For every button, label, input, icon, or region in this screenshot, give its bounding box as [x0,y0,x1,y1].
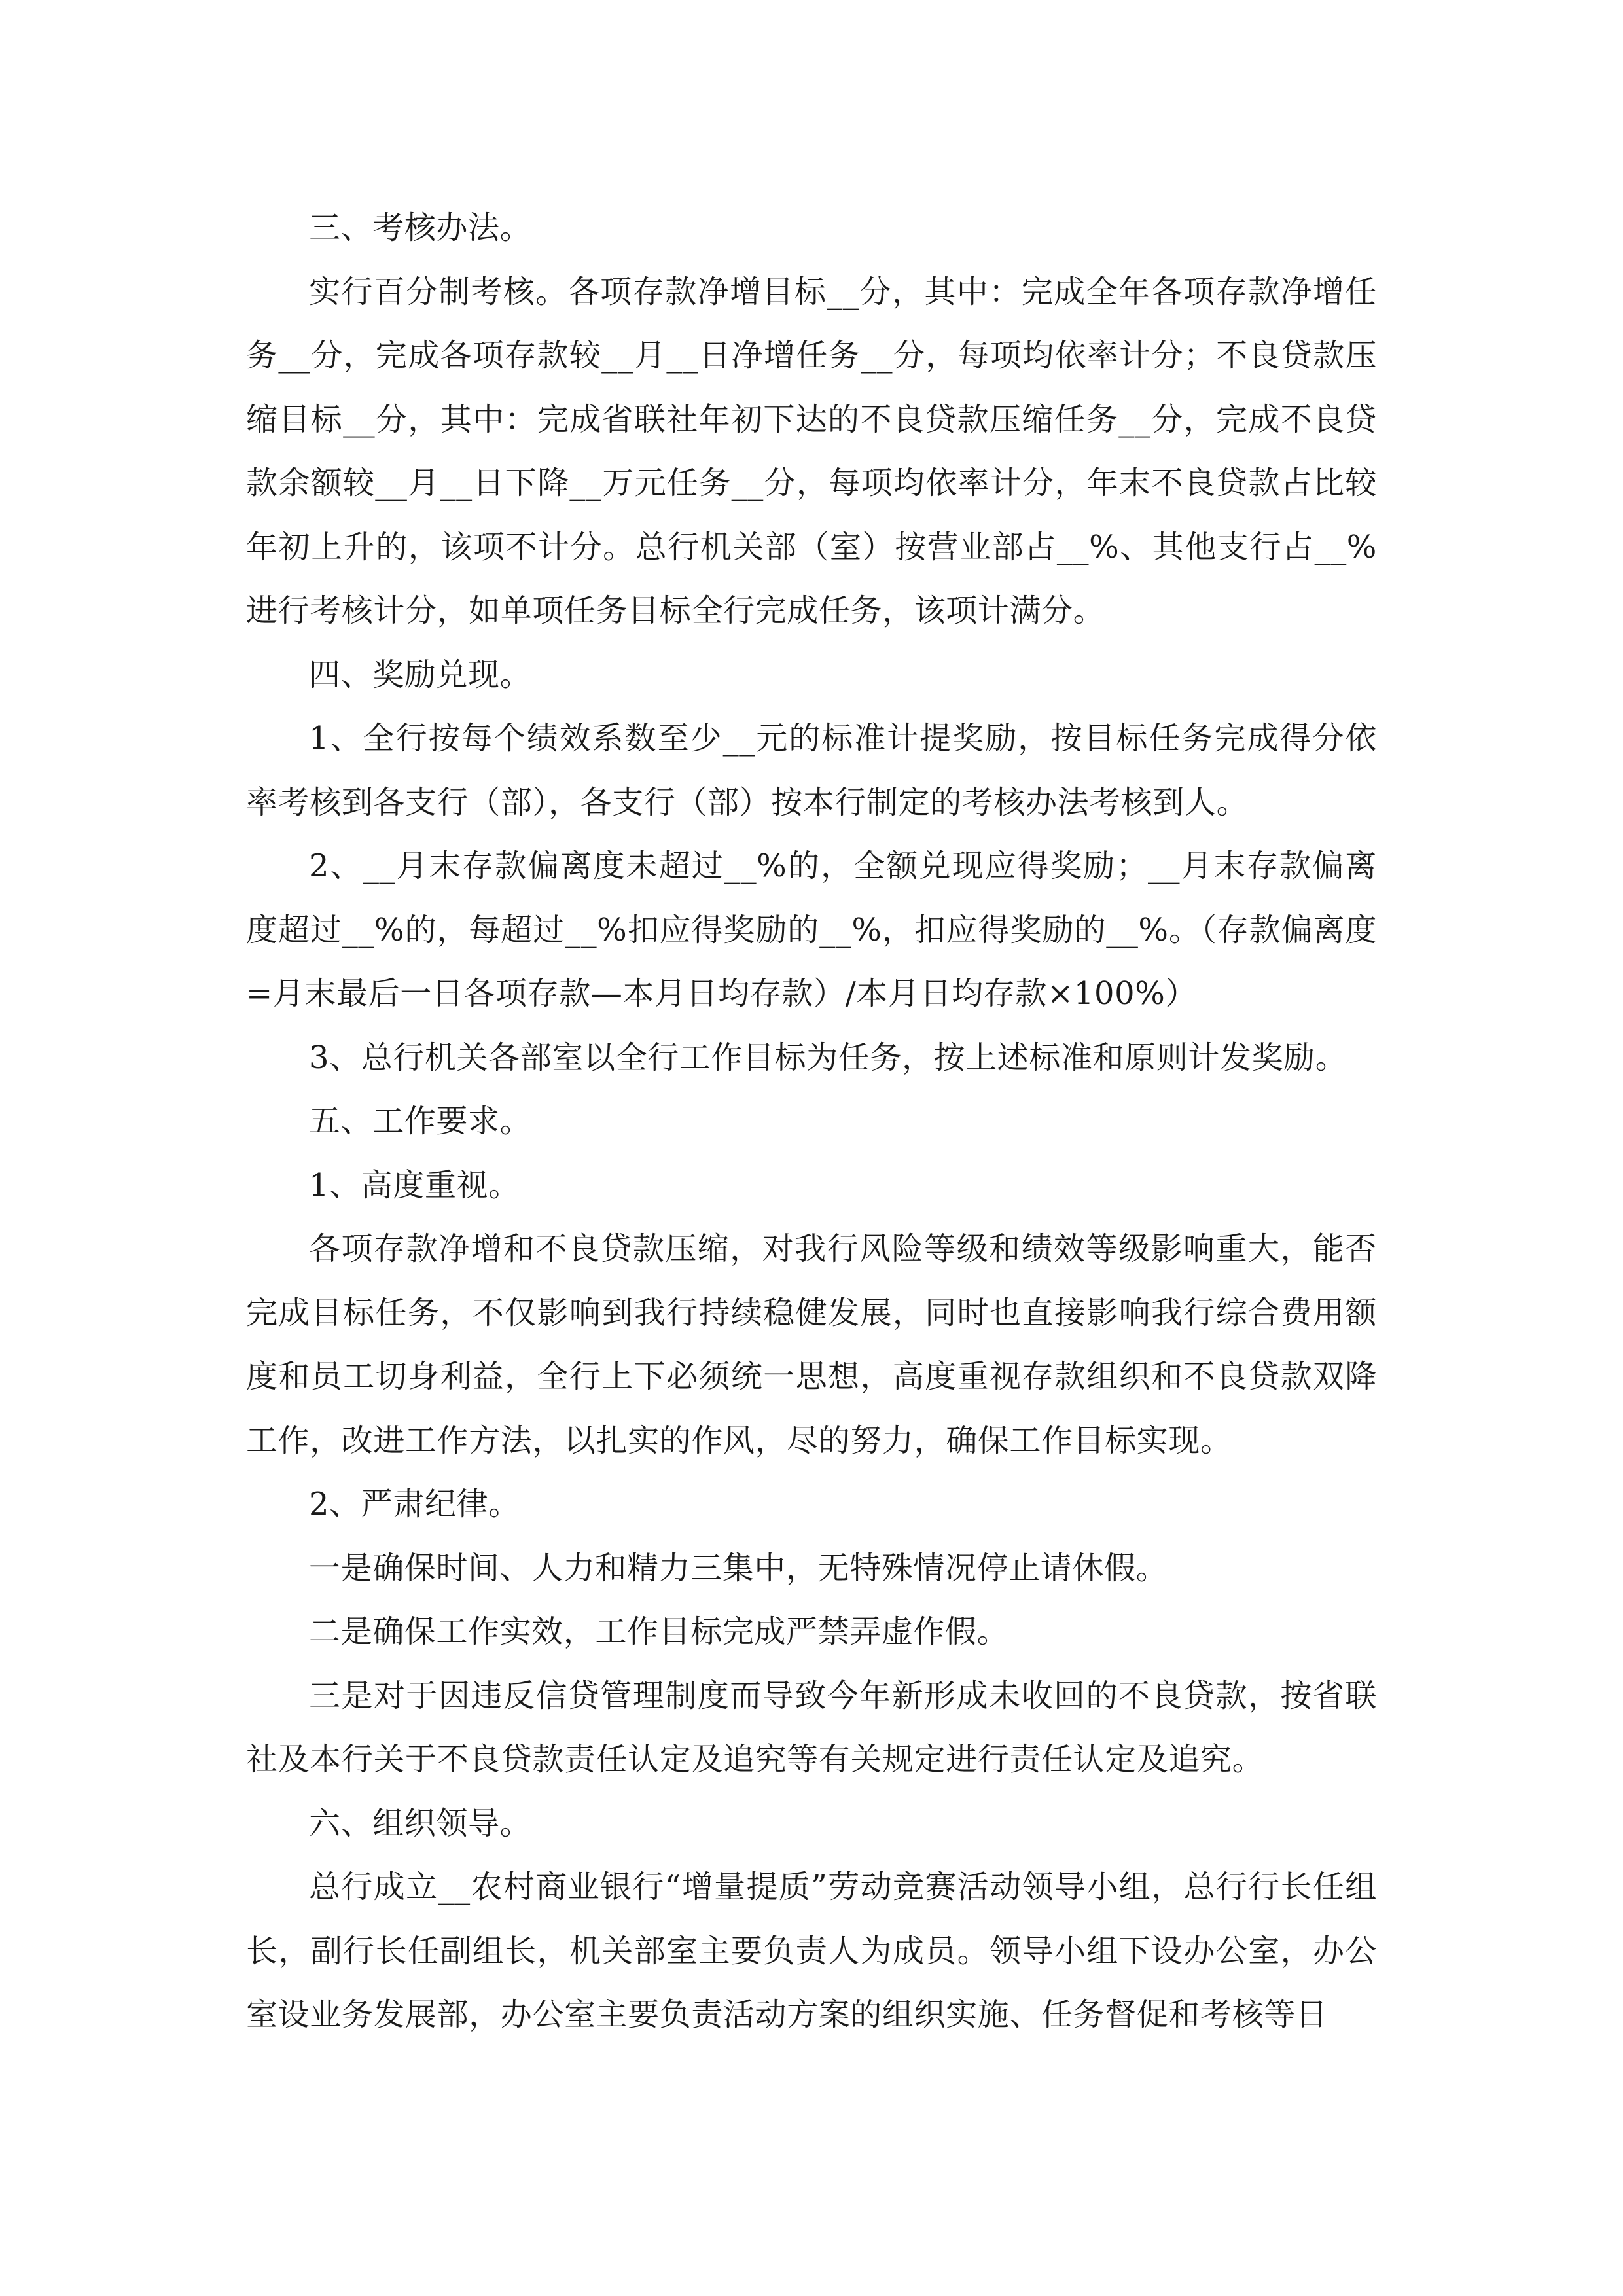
heading-assessment-method: 三、考核办法。 [309,209,532,246]
document-body [246,196,1377,2047]
subheading-high-attention: 1、高度重视。 [309,1166,520,1204]
paragraph-discipline-2: 二是确保工作实效，工作目标完成严禁弄虚作假。 [309,1613,1009,1650]
paragraph-reward-item-1: 1、全行按每个绩效系数至少__元的标准计提奖励，按目标任务完成得分依率考核到各支行（部），各支行（部）按本行制定的考核办法考核到人。 [246,720,1377,821]
subheading-strict-discipline: 2、严肃纪律。 [309,1486,520,1522]
paragraph-discipline-3: 三是对于因违反信贷管理制度而导致今年新形成未收回的不良贷款，按省联社及本行关于不良贷款责任认定及追究等有关规定进行责任认定及追究。 [246,1677,1377,1778]
paragraph-high-attention: 各项存款净增和不良贷款压缩，对我行风险等级和绩效等级影响重大，能否完成目标任务，不仅影响到我行持续稳健发展，同时也直接影响我行综合费用额度和员工切身利益，全行上下必须统一思想，高度重视存款组织和不良贷款双降工作，改进工作方法，以扎实的作风，尽的努力，确保工作目标实现。 [246,1230,1377,1459]
paragraph-discipline-1: 一是确保时间、人力和精力三集中，无特殊情况停止请休假。 [309,1549,1168,1587]
paragraph-assessment-rules: 实行百分制考核。各项存款净增目标__分，其中：完成全年各项存款净增任务__分，完成各项存款较__月__日净增任务__分，每项均依率计分；不良贷款压缩目标__分，其中：完成省联社年初下达的不良贷款压缩任务__分，完成不良贷款余额较__月__日下降__万元任务__分，每项均依率计分，年末不良贷款占比较年初上升的，该项不计分。总行机关部（室）按营业部占__%、其他支行占__%进行考核计分，如单项任务目标全行完成任务，该项计满分。 [246,273,1377,629]
paragraph-reward-item-2: 2、__月末存款偏离度未超过__%的，全额兑现应得奖励；__月末存款偏离度超过__%的，每超过__%扣应得奖励的__%，扣应得奖励的__%。（存款偏离度=月末最后一日各项存款—本月日均存款）/本月日均存款×100%） [246,848,1377,1012]
heading-organization-leadership: 六、组织领导。 [309,1804,532,1842]
paragraph-leadership-group: 总行成立__农村商业银行“增量提质”劳动竞赛活动领导小组，总行行长任组长，副行长任副组长，机关部室主要负责人为成员。领导小组下设办公室，办公室设业务发展部，办公室主要负责活动方案的组织实施、任务督促和考核等日 [246,1869,1377,2033]
paragraph-reward-item-3: 3、总行机关各部室以全行工作目标为任务，按上述标准和原则计发奖励。 [309,1039,1347,1076]
heading-work-requirements: 五、工作要求。 [309,1103,532,1139]
heading-reward-payout: 四、奖励兑现。 [309,656,532,693]
